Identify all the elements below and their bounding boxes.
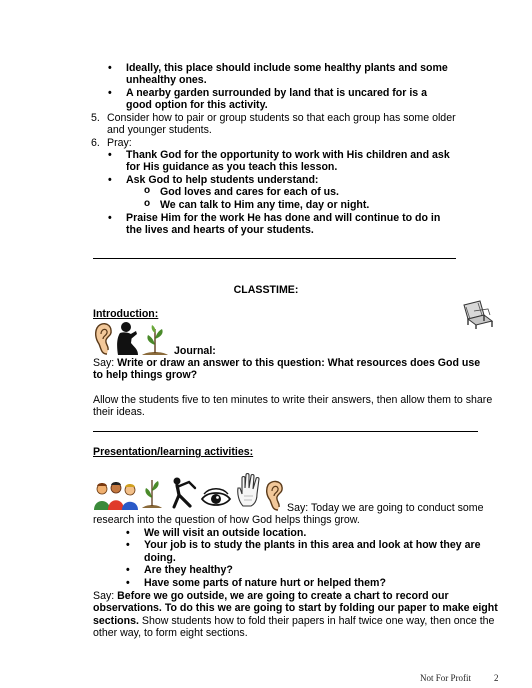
list-item-text: Have some parts of nature hurt or helped them? bbox=[144, 576, 386, 589]
step-number: 6. bbox=[91, 137, 100, 149]
step-text: Consider how to pair or group students so that each group has some older and younger students. bbox=[107, 112, 456, 137]
list-item bbox=[91, 137, 461, 149]
chart-instructions-text: Show students how to fold their papers in half twice one way, then once the other way, to form eight sections. bbox=[93, 614, 495, 640]
say-label: Say: bbox=[93, 590, 118, 602]
list-item-text: Praise Him for the work He has done and will continue to do in the lives and hearts of your students. bbox=[126, 212, 441, 237]
chart-instructions-paragraph bbox=[93, 590, 503, 640]
section-divider bbox=[93, 258, 456, 259]
list-item bbox=[108, 62, 453, 87]
journal-label: Journal: bbox=[174, 345, 216, 357]
introduction-heading: Introduction: bbox=[93, 308, 159, 320]
presentation-heading: Presentation/learning activities: bbox=[93, 446, 254, 458]
classtime-heading: CLASSTIME: bbox=[233, 284, 299, 296]
list-item-text: Thank God for the opportunity to work with His children and ask for His guidance as you teach this lesson. bbox=[126, 149, 450, 174]
step-5 bbox=[91, 112, 461, 137]
ear-icon bbox=[93, 322, 113, 356]
list-item bbox=[126, 539, 506, 564]
page-number: 2 bbox=[494, 673, 499, 683]
sub-list-item bbox=[144, 186, 458, 198]
sprout-icon bbox=[140, 323, 170, 357]
list-item bbox=[126, 564, 506, 576]
sub-list-item-text: We can talk to Him any time, day or night. bbox=[160, 198, 370, 211]
list-item bbox=[91, 112, 461, 137]
presentation-bullet-list bbox=[126, 527, 506, 589]
sub-list-item bbox=[144, 199, 458, 211]
list-item bbox=[108, 174, 458, 211]
list-item bbox=[126, 527, 506, 539]
section-divider bbox=[93, 431, 478, 432]
list-item bbox=[108, 87, 453, 112]
step-number: 5. bbox=[91, 112, 100, 124]
footer-note: Not For Profit bbox=[420, 673, 472, 683]
list-item bbox=[108, 149, 458, 174]
list-item-text: Ideally, this place should include some healthy plants and some unhealthy ones. bbox=[126, 62, 448, 87]
list-item-text: Are they healthy? bbox=[144, 564, 233, 577]
say-label: Say: bbox=[93, 357, 118, 369]
intro-say-paragraph bbox=[93, 357, 488, 382]
list-item-text: Your job is to study the plants in this area and look at how they are doing. bbox=[144, 539, 481, 564]
list-item-text: We will visit an outside location. bbox=[144, 527, 307, 539]
step-6 bbox=[91, 137, 461, 149]
intro-allow-paragraph: Allow the students five to ten minutes to write their answers, then allow them to share their ideas. bbox=[93, 394, 493, 419]
chart-instructions-bold: Before we go outside, we are going to create a chart to record our observations. To do this we are going to start by folding our paper to make eight sections. bbox=[93, 590, 498, 627]
step-text: Pray: bbox=[107, 137, 132, 149]
list-item-text: A nearby garden surrounded by land that is uncared for is a good option for this activity. bbox=[126, 86, 428, 112]
chair-icon bbox=[460, 299, 496, 331]
presentation-say-paragraph: Say: Today we are going to conduct some research into the question of how God helps things grow. bbox=[93, 502, 484, 527]
intro-question: Write or draw an answer to this question: What resources does God use to help things grow? bbox=[93, 357, 481, 382]
sub-list-item-text: God loves and cares for each of us. bbox=[160, 186, 339, 199]
top-bullet-list bbox=[108, 62, 453, 112]
praying-person-icon bbox=[114, 321, 142, 357]
pray-list bbox=[108, 149, 458, 237]
list-item-text: Ask God to help students understand: bbox=[126, 173, 319, 186]
list-item bbox=[108, 212, 458, 237]
list-item bbox=[126, 577, 506, 589]
